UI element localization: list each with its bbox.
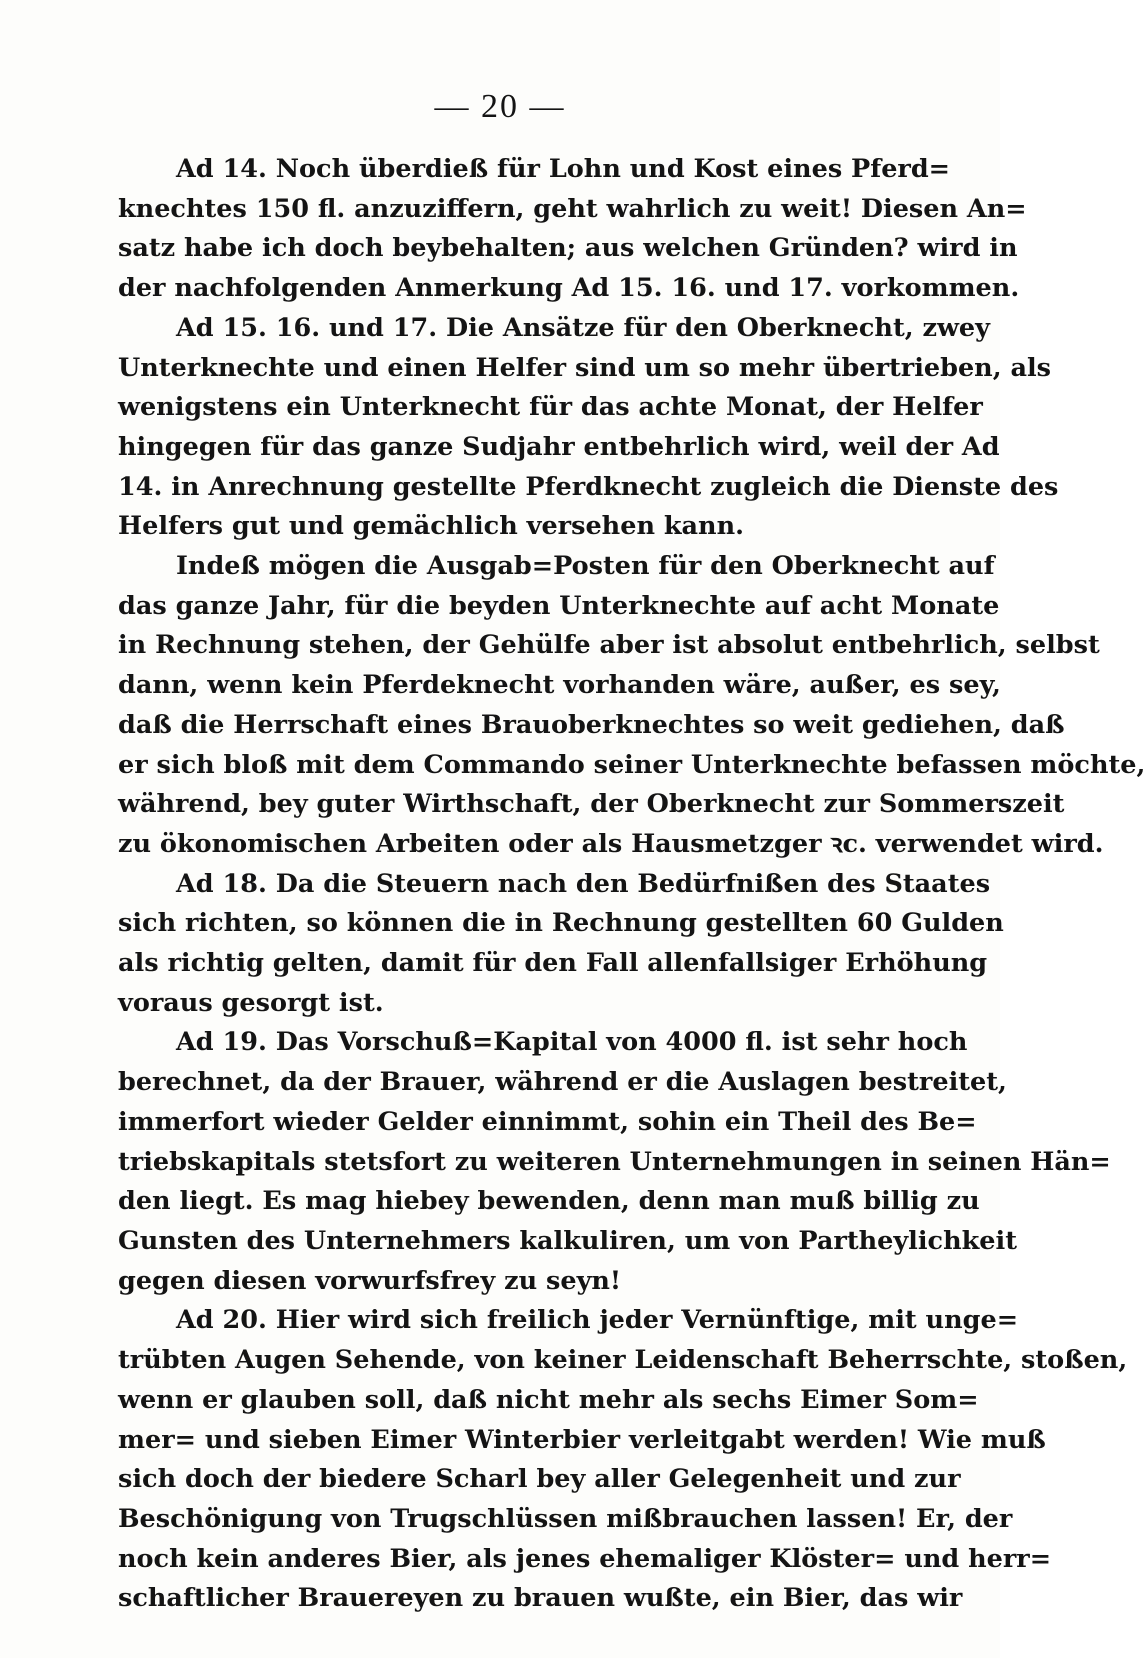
text-line: sich richten, so können die in Rechnung gestellten 60 Gulden [118,908,1004,939]
text-line: in Rechnung stehen, der Gehülfe aber ist absolut entbehrlich, selbst [118,630,1100,661]
text-line: Beschönigung von Trugschlüssen mißbrauchen lassen! Er, der [118,1503,1013,1534]
text-line: Helfers gut und gemächlich versehen kann. [118,511,745,542]
body-text [118,150,1145,1619]
text-line: Indeß mögen die Ausgab=Posten für den Oberknecht auf [176,551,995,582]
text-line: Ad 15. 16. und 17. Die Ansätze für den Oberknecht, zwey [176,312,990,343]
text-line: hingegen für das ganze Sudjahr entbehrlich wird, weil der Ad [118,431,1000,462]
text-line: voraus gesorgt ist. [118,987,384,1018]
text-line: satz habe ich doch beybehalten; aus welchen Gründen? wird in [118,233,1018,264]
text-line: zu ökonomischen Arbeiten oder als Hausmetzger ꝛc. verwendet wird. [118,828,1104,859]
page-number: — 20 — [434,88,566,125]
text-line: er sich bloß mit dem Commando seiner Unterknechte befassen möchte, [118,749,1145,780]
text-line: der nachfolgenden Anmerkung Ad 15. 16. und 17. vorkommen. [118,273,1020,304]
text-line: mer= und sieben Eimer Winterbier verleitgabt werden! Wie muß [118,1424,1046,1455]
text-line: schaftlicher Brauereyen zu brauen wußte, ein Bier, das wir [118,1583,963,1614]
text-line: knechtes 150 fl. anzuziffern, geht wahrlich zu weit! Diesen An= [118,193,1027,224]
text-line: Ad 14. Noch überdieß für Lohn und Kost eines Pferd= [176,154,951,184]
text-line: das ganze Jahr, für die beyden Unterknechte auf acht Monate [118,590,1000,621]
text-line: Ad 20. Hier wird sich freilich jeder Vernünftige, mit unge= [176,1305,1019,1336]
text-line: sich doch der biedere Scharl bey aller Gelegenheit und zur [118,1464,961,1495]
text-line: 14. in Anrechnung gestellte Pferdknecht zugleich die Dienste des [118,471,1059,502]
text-line: dann, wenn kein Pferdeknecht vorhanden wäre, außer, es sey, [118,670,1001,701]
text-line: gegen diesen vorwurfsfrey zu seyn! [118,1265,622,1296]
text-line: trübten Augen Sehende, von keiner Leidenschaft Beherrschte, stoßen, [118,1345,1128,1376]
text-line: Gunsten des Unternehmers kalkuliren, um von Partheylichkeit [118,1225,1017,1256]
text-line: wenigstens ein Unterknecht für das achte Monat, der Helfer [118,392,983,423]
text-line: daß die Herrschaft eines Brauoberknechtes so weit gediehen, daß [118,709,1065,740]
text-line: triebskapitals stetsfort zu weiteren Unternehmungen in seinen Hän= [118,1146,1111,1177]
text-line: als richtig gelten, damit für den Fall allenfallsiger Erhöhung [118,948,988,979]
text-line: während, bey guter Wirthschaft, der Oberknecht zur Sommerszeit [118,789,1065,820]
text-line: wenn er glauben soll, daß nicht mehr als sechs Eimer Som= [118,1384,979,1415]
text-line: noch kein anderes Bier, als jenes ehemaliger Klöster= und herr= [118,1543,1052,1574]
text-line: immerfort wieder Gelder einnimmt, sohin ein Theil des Be= [118,1106,977,1137]
text-line: Unterknechte und einen Helfer sind um so mehr übertrieben, als [118,352,1052,383]
text-line: Ad 18. Da die Steuern nach den Bedürfnißen des Staates [176,868,991,899]
text-line: Ad 19. Das Vorschuß=Kapital von 4000 fl. ist sehr hoch [176,1027,968,1058]
text-line: berechnet, da der Brauer, während er die Auslagen bestreitet, [118,1067,1007,1098]
text-line: den liegt. Es mag hiebey bewenden, denn man muß billig zu [118,1186,980,1217]
